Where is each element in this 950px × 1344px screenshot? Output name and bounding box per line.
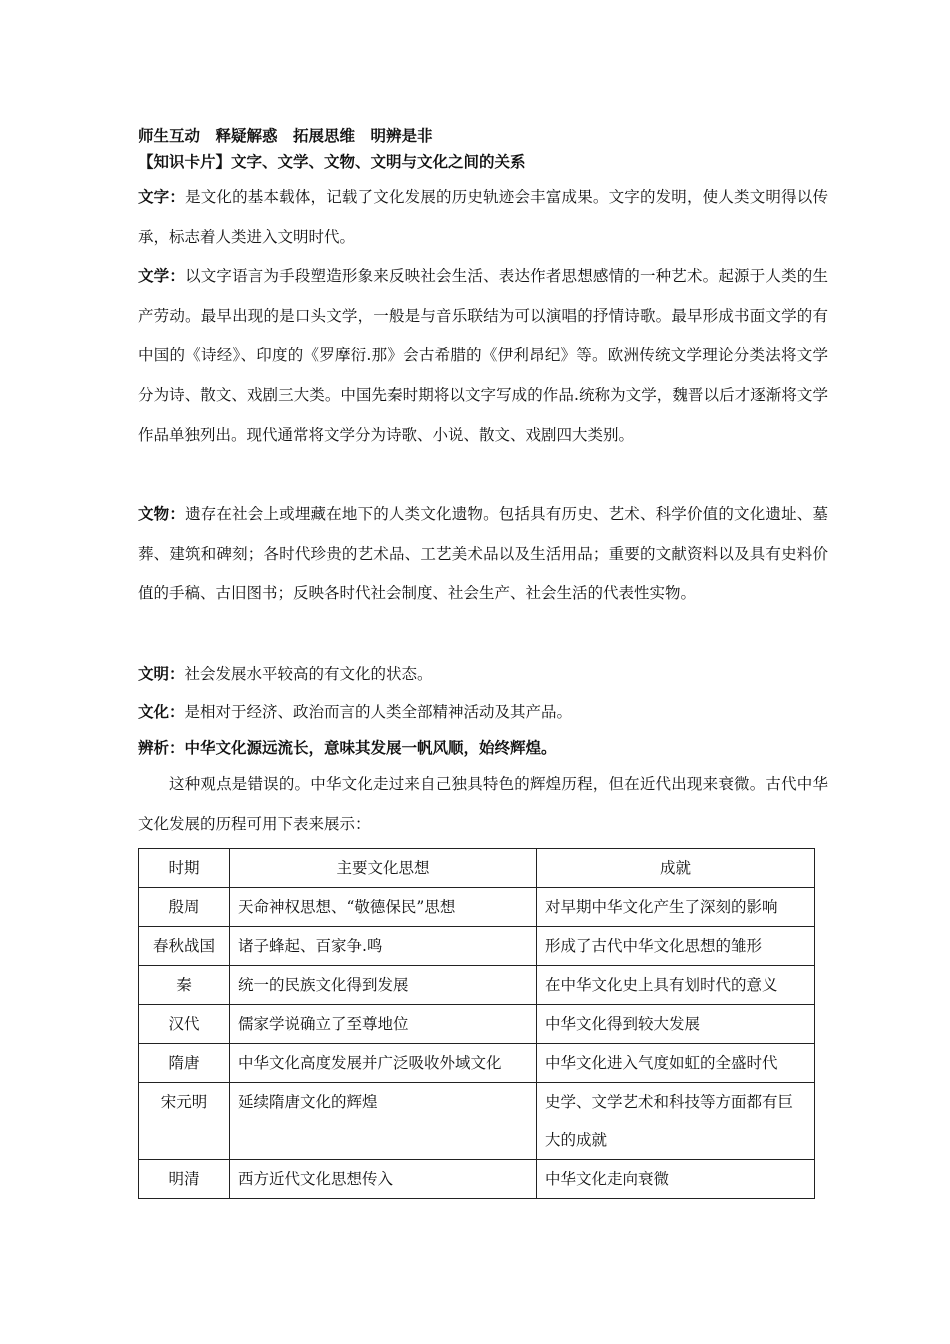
definition-text: 是文化的基本载体，记载了文化发展的历史轨迹会丰富成果。文字的发明，使人类文明得以传承，标志着人类进入文明时代。: [138, 188, 828, 246]
achievement-cell: 中华文化走向衰微: [537, 1160, 815, 1199]
column-header: 成就: [537, 849, 815, 888]
idea-cell: 中华文化高度发展并广泛吸收外域文化: [230, 1044, 537, 1083]
knowledge-card-title: 【知识卡片】文字、文学、文物、文明与文化之间的关系: [138, 153, 526, 171]
section-heading: 师生互动 释疑解惑 拓展思维 明辨是非: [138, 127, 433, 145]
definition-text: 遗存在社会上或埋藏在地下的人类文化遗物。包括具有历史、艺术、科学价值的文化遗址、墓葬、建筑和碑刻；各时代珍贵的艺术品、工艺美术品以及生活用品；重要的文献资料以及具有史料价值的手稿、古旧图书；反映各时代社会制度、社会生产、社会生活的代表性实物。: [138, 505, 828, 603]
period-cell: 秦: [139, 966, 230, 1005]
analysis-answer: 这种观点是错误的。中华文化走过来自己独具特色的辉煌历程，但在近代出现来衰微。古代中华文化发展的历程可用下表来展示：: [138, 775, 828, 833]
term-label: 文学：: [138, 267, 186, 285]
term-label: 文物：: [138, 505, 186, 523]
definition-wenhua: [138, 693, 828, 733]
definition-text: 社会发展水平较高的有文化的状态。: [184, 665, 433, 683]
term-label: 文字：: [138, 188, 186, 206]
idea-cell: 统一的民族文化得到发展: [230, 966, 537, 1005]
term-label: 文明：: [138, 665, 185, 683]
achievement-cell: 对早期中华文化产生了深刻的影响: [537, 888, 815, 927]
definition-wenzi: [138, 178, 828, 257]
achievement-cell: 史学、文学艺术和科技等方面都有巨大的成就: [537, 1083, 815, 1160]
achievement-cell: 中华文化进入气度如虹的全盛时代: [537, 1044, 815, 1083]
term-label: 文化：: [138, 703, 185, 721]
idea-cell: 延续隋唐文化的辉煌: [230, 1083, 537, 1160]
table-row: [139, 888, 815, 927]
definition-text: 以文字语言为手段塑造形象来反映社会生活、表达作者思想感情的一种艺术。起源于人类的生产劳动。最早出现的是口头文学，一般是与音乐联结为可以演唱的抒情诗歌。最早形成书面文学的有中国的《诗经》、印度的《罗摩衍.那》会古希腊的《伊利昂纪》等。欧洲传统文学理论分类法将文学分为诗、散文、戏剧三大类。中国先秦时期将以文字写成的作品.统称为文学，魏晋以后才逐渐将文学作品单独列出。现代通常将文学分为诗歌、小说、散文、戏剧四大类别。: [138, 267, 828, 444]
achievement-cell: 在中华文化史上具有划时代的意义: [537, 966, 815, 1005]
period-cell: 隋唐: [139, 1044, 230, 1083]
period-cell: 殷周: [139, 888, 230, 927]
achievement-cell: 形成了古代中华文化思想的雏形: [537, 927, 815, 966]
period-cell: 宋元明: [139, 1083, 230, 1160]
table-row: [139, 966, 815, 1005]
definition-text: 是相对于经济、政治而言的人类全部精神活动及其产品。: [184, 703, 573, 721]
table-row: [139, 1005, 815, 1044]
definition-wenxue: [138, 257, 828, 456]
table-row: [139, 1160, 815, 1199]
definition-wenming: [138, 655, 828, 695]
idea-cell: 西方近代文化思想传入: [230, 1160, 537, 1199]
definition-wenwu: [138, 495, 828, 614]
table-row: [139, 927, 815, 966]
achievement-cell: 中华文化得到较大发展: [537, 1005, 815, 1044]
culture-history-table: [138, 848, 815, 1199]
table-header-row: [139, 849, 815, 888]
period-cell: 明清: [139, 1160, 230, 1199]
idea-cell: 儒家学说确立了至尊地位: [230, 1005, 537, 1044]
analysis-prompt: 辨析：中华文化源远流长，意味其发展一帆风顺，始终辉煌。: [138, 739, 557, 757]
table-row: [139, 1044, 815, 1083]
idea-cell: 诸子蜂起、百家争.鸣: [230, 927, 537, 966]
table-row: [139, 1083, 815, 1160]
column-header: 时期: [139, 849, 230, 888]
period-cell: 春秋战国: [139, 927, 230, 966]
period-cell: 汉代: [139, 1005, 230, 1044]
idea-cell: 天命神权思想、“敬德保民”思想: [230, 888, 537, 927]
column-header: 主要文化思想: [230, 849, 537, 888]
